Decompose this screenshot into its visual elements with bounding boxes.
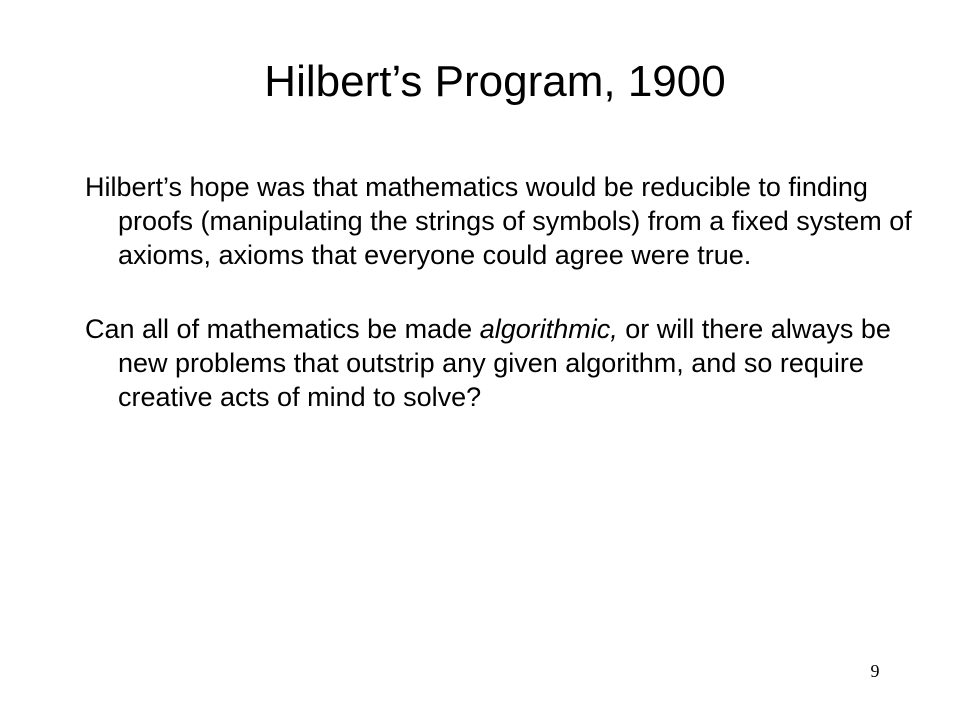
- slide-title: Hilbert’s Program, 1900: [264, 57, 726, 106]
- paragraph-text-lead: Can all of mathematics be made: [85, 314, 480, 344]
- body-paragraph-algorithmic-question: [85, 312, 925, 414]
- emphasized-word-algorithmic: algorithmic,: [479, 314, 618, 344]
- body-paragraph-hilberts-hope: Hilbert’s hope was that mathematics would be reducible to finding proofs (manipulating the strings of symbols) from a fixed system of axioms, axioms that everyone could agree were true.: [85, 172, 912, 270]
- slide-page-number: 9: [870, 661, 880, 681]
- paragraph-text-rest: or will there always be new problems that outstrip any given algorithm, and so require creative acts of mind to solve?: [118, 314, 891, 412]
- slide-body: [85, 170, 925, 414]
